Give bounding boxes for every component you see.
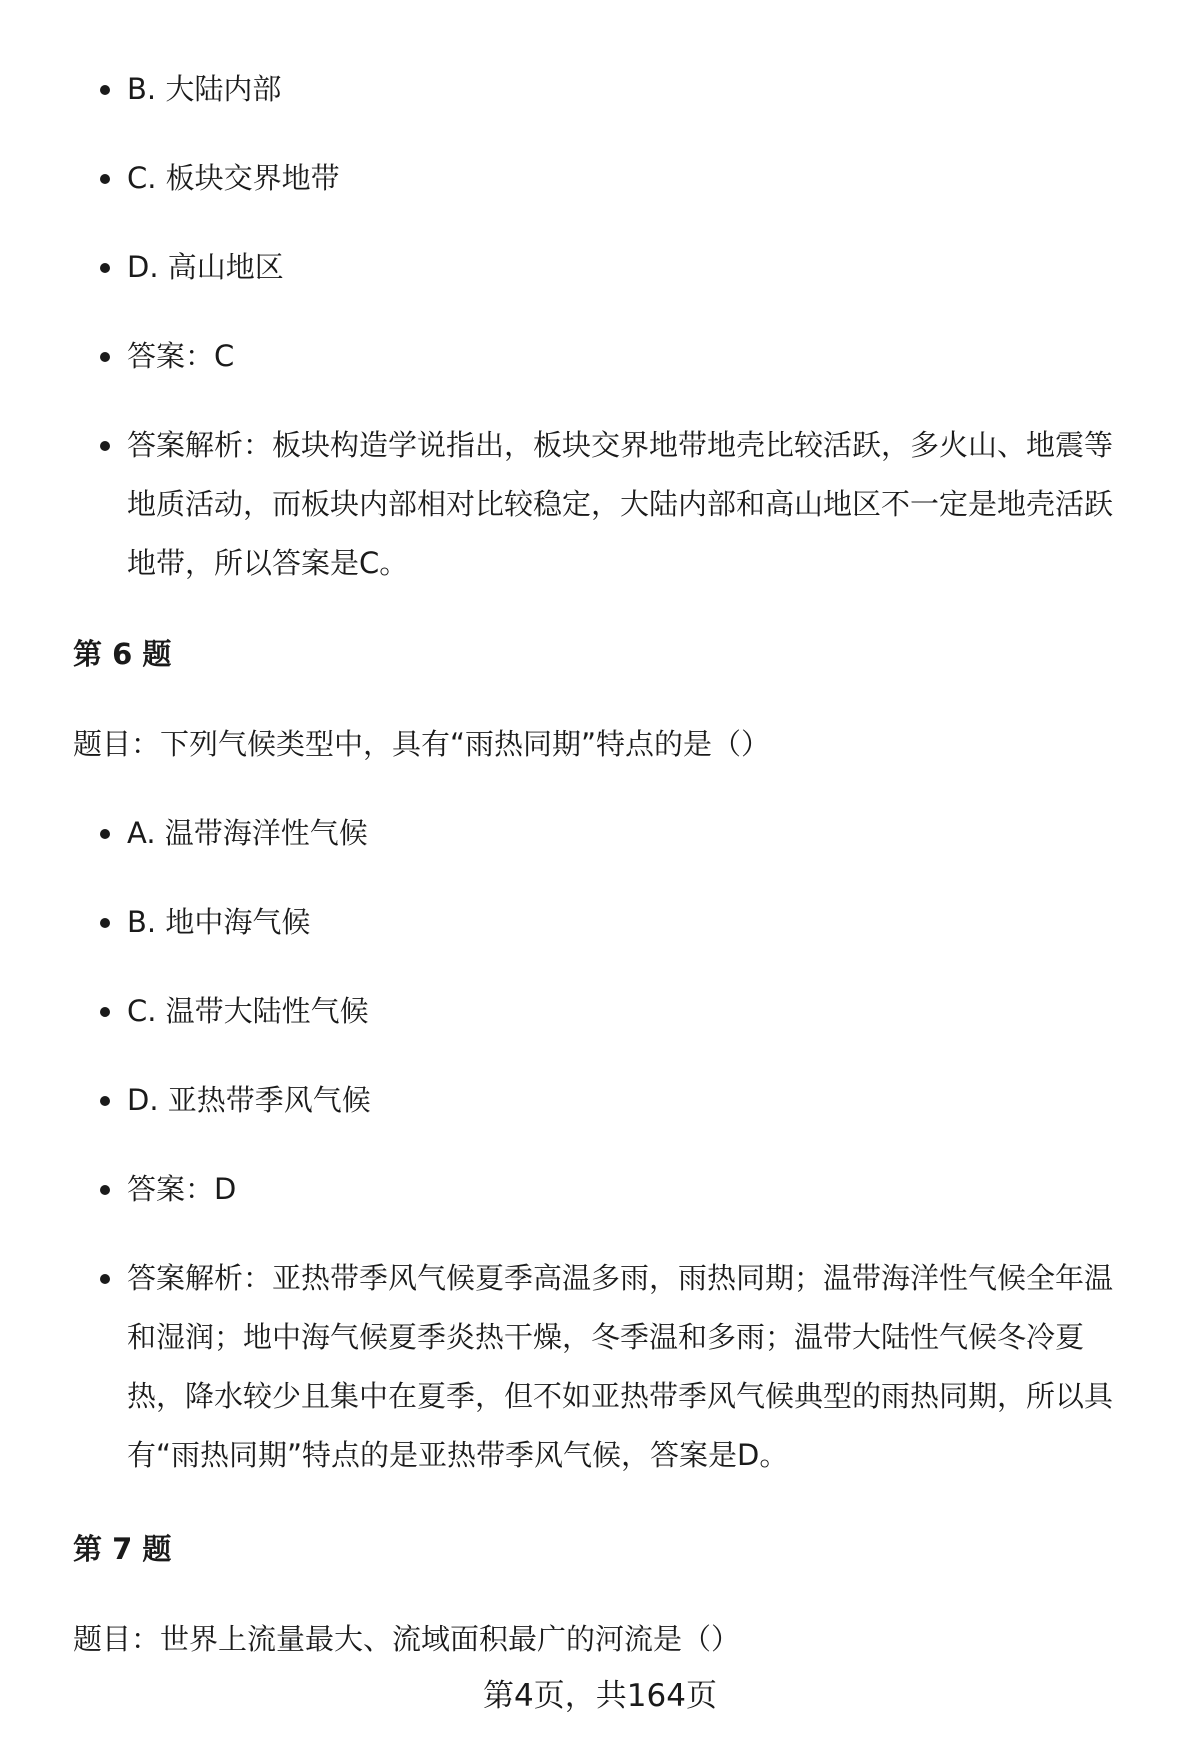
- analysis-line: 有“雨热同期”特点的是亚热带季风气候，答案是D。: [127, 1438, 789, 1472]
- analysis-line: 答案解析：亚热带季风气候夏季高温多雨，雨热同期；温带海洋性气候全年温: [127, 1261, 1114, 1295]
- analysis-line: 和湿润；地中海气候夏季炎热干燥，冬季温和多雨；温带大陆性气候冬冷夏: [127, 1320, 1085, 1354]
- question-stem: 题目：下列气候类型中，具有“雨热同期”特点的是（）: [73, 727, 771, 761]
- option-b: B. 地中海气候: [73, 893, 1143, 952]
- option-d: D. 亚热带季风气候: [73, 1071, 1143, 1130]
- option-c: C. 温带大陆性气候: [73, 982, 1143, 1041]
- q6-options-block: [73, 804, 1143, 1485]
- question-heading: 第 6 题: [73, 637, 172, 671]
- analysis-item: [73, 1249, 1143, 1485]
- option-a: A. 温带海洋性气候: [73, 804, 1143, 863]
- analysis-item: [73, 416, 1143, 593]
- q5-options-block: [73, 60, 1143, 593]
- option-d: D. 高山地区: [73, 238, 1143, 297]
- question-heading: 第 7 题: [73, 1532, 172, 1566]
- option-b: B. 大陆内部: [73, 60, 1143, 119]
- analysis-line: 地带，所以答案是C。: [127, 546, 409, 580]
- page-number: 第4页，共164页: [483, 1678, 717, 1714]
- question-stem: 题目：世界上流量最大、流域面积最广的河流是（）: [73, 1622, 741, 1656]
- option-c: C. 板块交界地带: [73, 149, 1143, 208]
- answer-item: 答案：D: [73, 1160, 1143, 1219]
- analysis-line: 答案解析：板块构造学说指出，板块交界地带地壳比较活跃，多火山、地震等: [127, 428, 1114, 462]
- answer-item: 答案：C: [73, 327, 1143, 386]
- analysis-line: 地质活动，而板块内部相对比较稳定，大陆内部和高山地区不一定是地壳活跃: [127, 487, 1114, 521]
- analysis-line: 热，降水较少且集中在夏季，但不如亚热带季风气候典型的雨热同期，所以具: [127, 1379, 1114, 1413]
